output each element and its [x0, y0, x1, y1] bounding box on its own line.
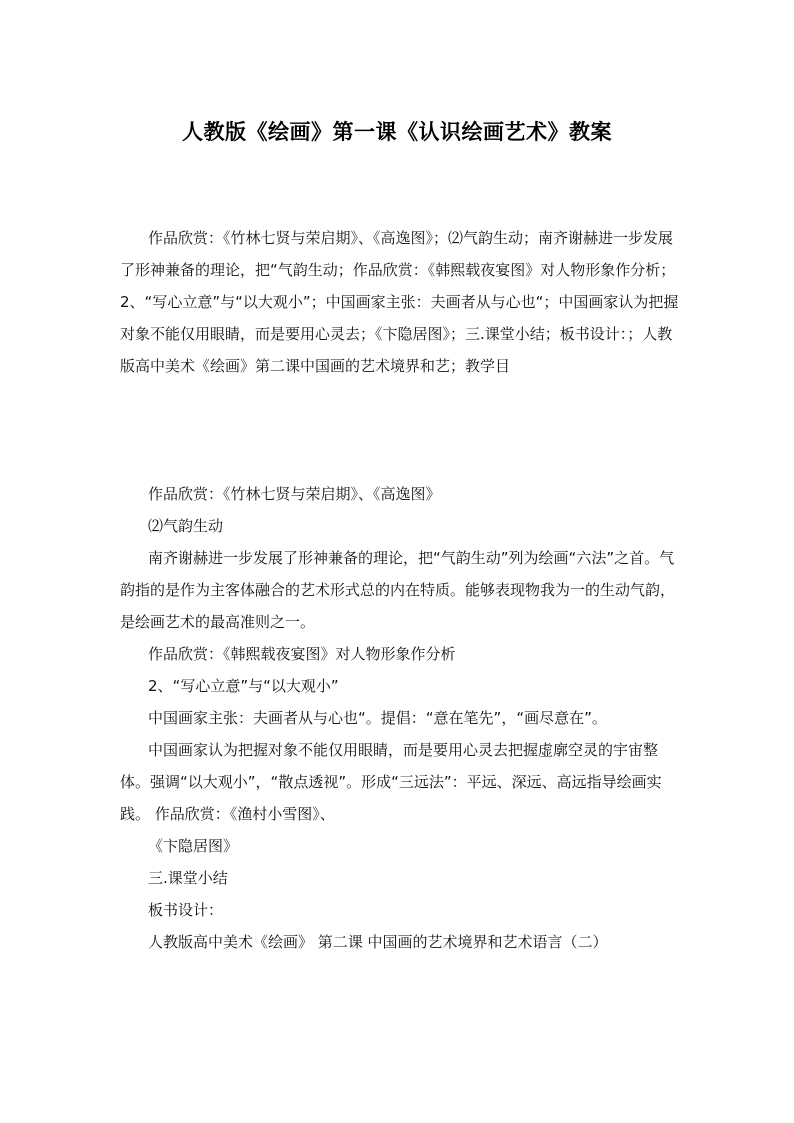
document-body: [120, 478, 680, 958]
paragraph-section-2-heading: 2、“写心立意”与“以大观小”: [148, 677, 339, 695]
paragraph-painter-claim: 中国画家主张：夫画者从与心也“。提倡：“意在笔先”，“画尽意在”。: [148, 709, 607, 727]
paragraph-summary-heading: 三.课堂小结: [148, 869, 228, 887]
intro-summary: [120, 222, 680, 382]
paragraph-xiehe-theory: 南齐谢赫进一步发展了形神兼备的理论，把“气韵生动”列为绘画“六法”之首。气韵指的是作为主客体融合的艺术形式总的内在特质。能够表现物我为一的生动气韵，是绘画艺术的最高准则之一。: [120, 549, 676, 631]
paragraph-artwork-appreciation-1: 作品欣赏：《竹林七贤与荣启期》、《高逸图》: [148, 485, 441, 503]
paragraph-board-design: 板书设计：: [148, 901, 224, 919]
paragraph-perspective: 中国画家认为把握对象不能仅用眼睛，而是要用心灵去把握虚廓空灵的宇宙整体。强调“以大观小”，“散点透视”。形成“三远法”：平远、深远、高远指导绘画实践。 作品欣赏：《渔村小雪图》、: [120, 741, 662, 823]
intro-paragraph: 作品欣赏：《竹林七贤与荣启期》、《高逸图》；⑵气韵生动；南齐谢赫进一步发展了形神兼备的理论，把“气韵生动；作品欣赏：《韩熙载夜宴图》对人物形象作分析；2、“写心立意”与“以大观小”；中国画家主张：夫画者从与心也“；中国画家认为把握对象不能仅用眼睛，而是要用心灵去；《卞隐居图》；三.课堂小结；板书设计：；人教版高中美术《绘画》第二课中国画的艺术境界和艺；教学目: [120, 229, 679, 375]
paragraph-artwork-appreciation-2: 作品欣赏：《韩熙载夜宴图》对人物形象作分析: [148, 645, 456, 663]
document-title: 人教版《绘画》第一课《认识绘画艺术》教案: [182, 119, 612, 144]
paragraph-lesson-two-title: 人教版高中美术《绘画》 第二课 中国画的艺术境界和艺术语言（二）: [148, 933, 608, 951]
paragraph-artwork-bian: 《卞隐居图》: [148, 837, 239, 855]
paragraph-qiyun-heading: ⑵气韵生动: [148, 517, 224, 535]
